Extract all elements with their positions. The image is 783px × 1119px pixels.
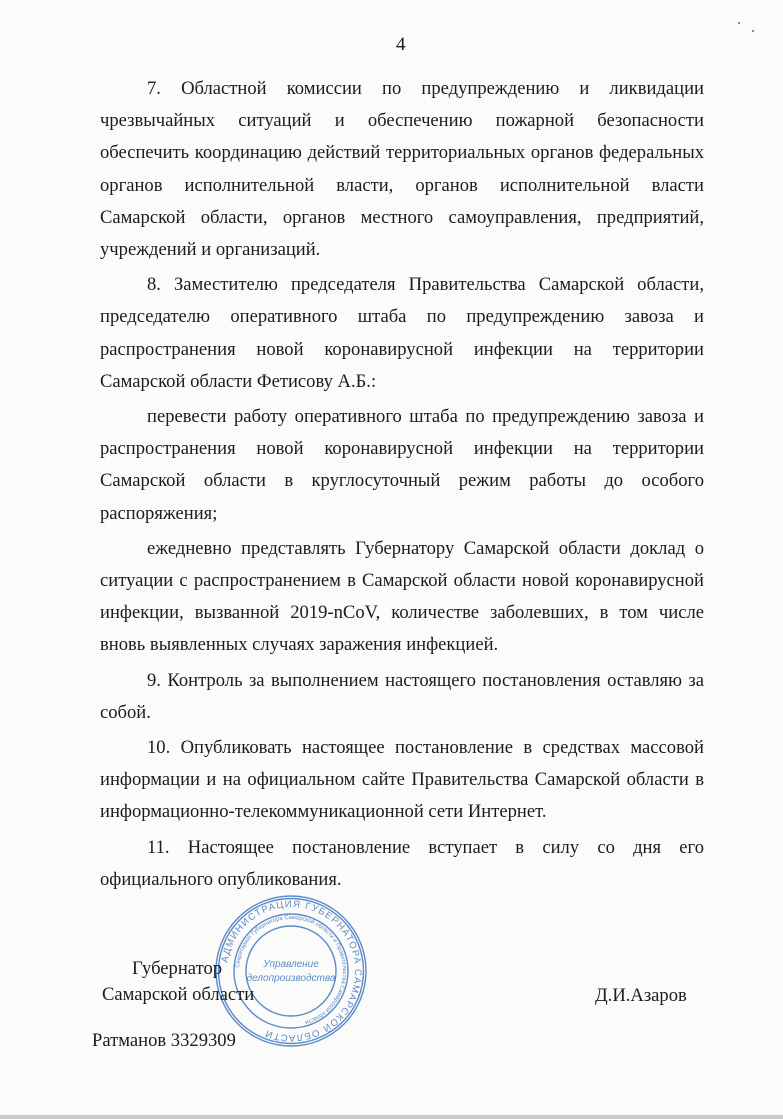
paragraph-11: 11. Настоящее постановление вступает в силу со дня его официального опубликования.	[100, 836, 704, 890]
scan-speck	[752, 30, 754, 32]
signature-block	[102, 956, 254, 1008]
paragraph-9: 9. Контроль за выполнением настоящего постановления оставляю за собой.	[100, 669, 704, 723]
signatory-title-line-2: Самарской области	[102, 984, 255, 1005]
page-number: 4	[396, 34, 406, 55]
document-body	[100, 73, 704, 899]
seal-center-line-1: Управление	[263, 959, 319, 970]
seal-inner-text: Секретариат Губернатора Самарской области и Правительства Самарской области	[235, 914, 348, 1025]
scan-edge	[0, 1115, 783, 1119]
executor-contact: Ратманов 3329309	[92, 1030, 236, 1051]
seal-outer-text: АДМИНИСТРАЦИЯ ГУБЕРНАТОРА САМАРСКОЙ ОБЛАСТИ	[219, 898, 364, 1044]
paragraph-8-item-2: ежедневно представлять Губернатору Самарской области доклад о ситуации с распространением в Самарской области новой коронавирусной инфекции, вызванной 2019-nCoV, количестве заболевших, в том числе вновь выявленных случаях заражения инфекцией.	[100, 537, 704, 656]
paragraph-8: 8. Заместителю председателя Правительства Самарской области, председателю оперативного штаба по предупреждению завоза и распространения новой коронавирусной инфекции на территории Самарской области Фетисову А.Б.:	[100, 274, 704, 392]
scan-speck	[738, 22, 740, 24]
paragraph-7: 7. Областной комиссии по предупреждению и ликвидации чрезвычайных ситуаций и обеспечению пожарной безопасности обеспечить координацию действий территориальных органов федеральных органов исполнительной власти, органов исполнительной власти Самарской области, органов местного самоуправления, предприятий, учреждений и организаций.	[100, 78, 704, 261]
signatory-name: Д.И.Азаров	[595, 985, 687, 1006]
seal-center-line-2: делопроизводства	[246, 973, 336, 984]
paragraph-8-item-1: перевести работу оперативного штаба по предупреждению завоза и распространения новой коронавирусной инфекции на территории Самарской области в круглосуточный режим работы до особого распоряжения;	[100, 406, 704, 524]
signatory-title-line-1: Губернатор	[132, 958, 223, 979]
paragraph-10: 10. Опубликовать настоящее постановление в средствах массовой информации и на официальном сайте Правительства Самарской области в информационно-телекоммуникационной сети Интернет.	[100, 737, 704, 823]
